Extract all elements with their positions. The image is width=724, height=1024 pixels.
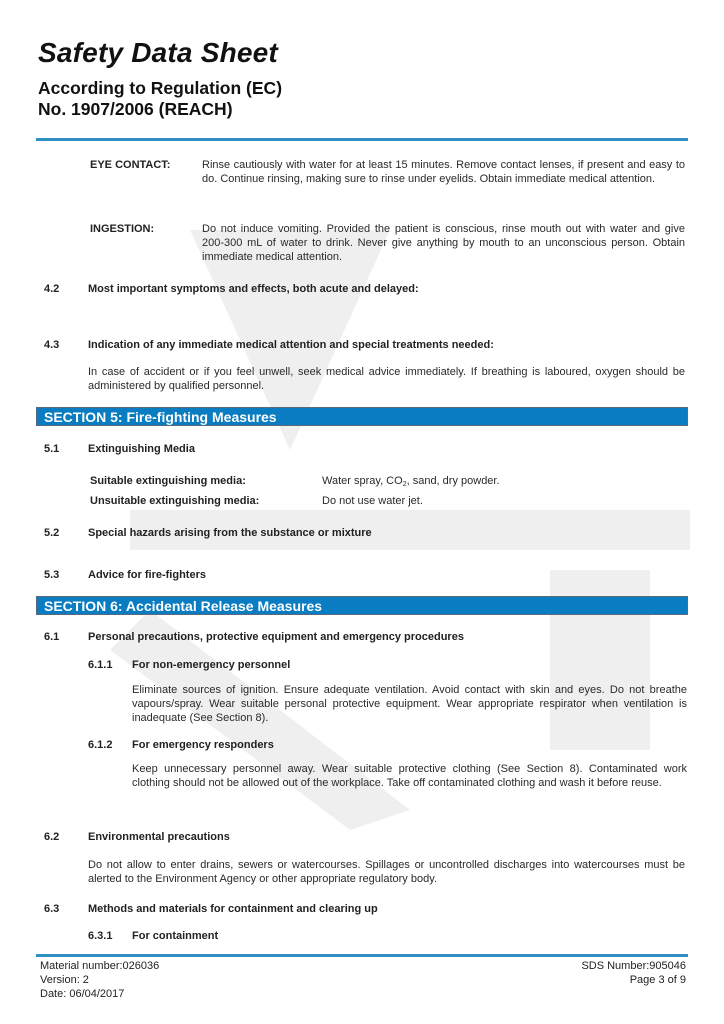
section-6-1-1-number: 6.1.1 [88,659,113,671]
section-6-1-1-heading: For non-emergency personnel [132,659,291,671]
section-5-2-number: 5.2 [44,527,60,539]
section-6-2-heading: Environmental precautions [88,831,230,843]
section-5-title: SECTION 5: Fire-fighting Measures [44,409,277,425]
section-5-3-heading: Advice for fire-fighters [88,569,206,581]
ingestion-text: Do not induce vomiting. Provided the patient is conscious, rinse mouth out with water and give 200-300 mL of water to drink. Never give anything by mouth to an unconscious person. Obtain immediate medical attention. [202,223,685,263]
unsuitable-media-label: Unsuitable extinguishing media: [90,495,260,507]
footer-divider [36,954,688,957]
section-5-2-heading: Special hazards arising from the substance or mixture [88,527,372,539]
section-4-3-heading: Indication of any immediate medical attention and special treatments needed: [88,339,494,351]
page-number: Page 3 of 9 [629,974,686,986]
section-6-1-number: 6.1 [44,631,60,643]
date: Date: 06/04/2017 [40,988,125,1000]
ingestion-label: INGESTION: [90,223,155,235]
suitable-media-value-pre: Water spray, CO [322,475,403,487]
suitable-media-value-post: , sand, dry powder. [406,475,500,487]
footer-left [40,959,159,1001]
eye-contact-label: EYE CONTACT: [90,159,171,171]
material-number: Material number:026036 [40,960,160,972]
section-6-3-heading: Methods and materials for containment and clearing up [88,903,378,915]
subtitle-line-2: No. 1907/2006 (REACH) [38,99,233,119]
footer-right [581,959,686,987]
section-6-1-heading: Personal precautions, protective equipment and emergency procedures [88,631,464,643]
section-5-header [36,407,688,426]
header-divider [36,138,688,141]
section-6-1-2-text: Keep unnecessary personnel away. Wear suitable protective clothing (See Section 8). Contaminated work clothing should not be allowed out of the workplace. Take off contaminated clothing and wash it before reuse. [132,763,687,789]
unsuitable-media-value: Do not use water jet. [322,495,423,507]
sds-number: SDS Number:905046 [581,960,686,972]
section-5-3-number: 5.3 [44,569,60,581]
section-6-title: SECTION 6: Accidental Release Measures [44,598,323,614]
section-6-3-1-number: 6.3.1 [88,930,113,942]
section-5-1-number: 5.1 [44,443,60,455]
document-title: Safety Data Sheet [38,37,278,68]
section-4-3-text: In case of accident or if you feel unwell, seek medical advice immediately. If breathing is laboured, oxygen should be administered by qualified personnel. [88,366,685,392]
section-6-1-2-number: 6.1.2 [88,739,113,751]
suitable-media-value-sub: 2 [402,481,407,488]
section-6-2-text: Do not allow to enter drains, sewers or watercourses. Spillages or uncontrolled discharges into watercourses must be alerted to the Environment Agency or other appropriate regulatory body. [88,859,685,885]
section-6-1-2-heading: For emergency responders [132,739,274,751]
suitable-media-value [322,474,500,490]
section-4-3-number: 4.3 [44,339,60,351]
suitable-media-label: Suitable extinguishing media: [90,475,246,487]
section-6-3-1-heading: For containment [132,930,219,942]
section-4-2-number: 4.2 [44,283,60,295]
section-6-header [36,596,688,615]
subtitle-line-1: According to Regulation (EC) [38,78,283,98]
section-6-2-number: 6.2 [44,831,60,843]
section-6-3-number: 6.3 [44,903,60,915]
section-6-1-1-text: Eliminate sources of ignition. Ensure adequate ventilation. Avoid contact with skin and eyes. Do not breathe vapours/spray. Wear suitable personal protective equipment. Wear appropriate respirator when ventilation is inadequate (See Section 8). [132,684,687,724]
section-4-2-heading: Most important symptoms and effects, both acute and delayed: [88,283,419,295]
version: Version: 2 [40,974,89,986]
section-5-1-heading: Extinguishing Media [88,443,195,455]
document-subtitle [38,78,282,120]
eye-contact-text: Rinse cautiously with water for at least 15 minutes. Remove contact lenses, if present and easy to do. Continue rinsing, making sure to rinse under eyelids. Obtain immediate medical attention. [202,159,685,185]
